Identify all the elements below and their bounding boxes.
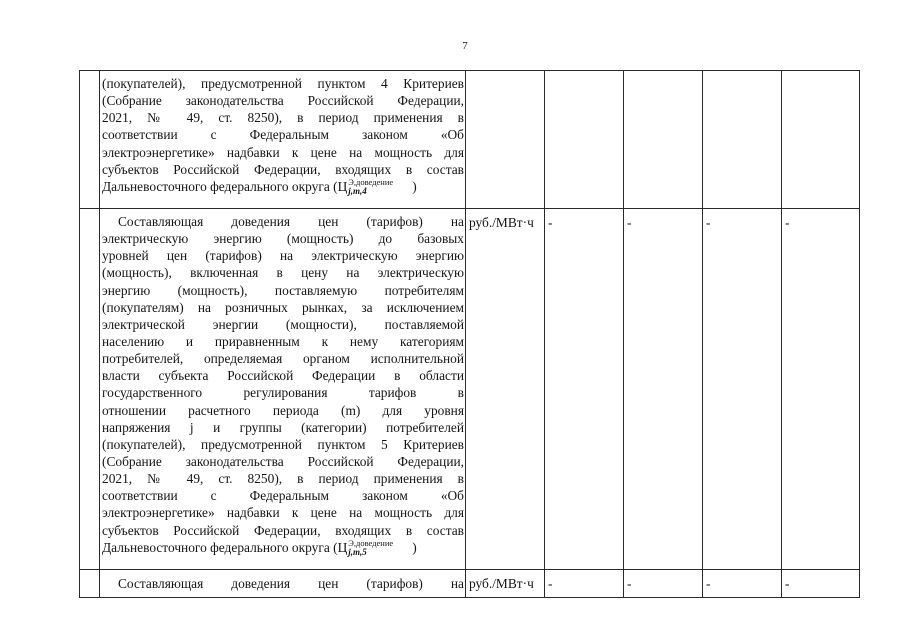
column-divider — [781, 71, 782, 597]
formula-subscript: j,m,4 — [348, 185, 367, 196]
value-cell: - — [785, 576, 790, 591]
text-line: власти субъекта Российской Федерации в области — [102, 368, 464, 384]
text-line: (покупателям) на розничных рынках, за исключением — [102, 299, 464, 315]
text-line: населению и приравненным к нему категориям — [102, 333, 464, 349]
text-line: (покупателей), предусмотренной пунктом 5 Критериев — [102, 436, 464, 452]
text-line: государственного регулирования тарифов в — [102, 385, 464, 401]
formula-superscript: Э,доведение — [348, 537, 394, 548]
text-line: энергию (мощность), поставляемую потребителям — [102, 282, 464, 298]
formula-symbol — [337, 176, 417, 196]
text-line: соответствии с Федеральным законом «Об — [102, 127, 464, 143]
text-line: потребителей, определяемая органом исполнительной — [102, 351, 464, 367]
value-cell: - — [785, 215, 790, 230]
value-cell: - — [548, 215, 553, 230]
page-number: 7 — [462, 40, 468, 52]
column-divider — [544, 71, 545, 597]
table-row-3-text — [102, 575, 464, 592]
text-line: (Собрание законодательства Российской Федерации, — [102, 93, 464, 109]
text-line: (мощность), включенная в цену на электрическую — [102, 265, 464, 281]
column-divider — [99, 71, 100, 597]
text-line: Дальневосточного федерального округа ( — [102, 178, 338, 194]
text-line: (покупателей), предусмотренной пунктом 4 Критериев — [102, 76, 464, 91]
formula-close: ) — [412, 539, 417, 555]
unit-cell: руб./МВт·ч — [469, 576, 534, 591]
text-line: 2021, № 49, ст. 8250), в период применения в — [102, 110, 464, 126]
text-line: электрическую энергию (мощность) до базовых — [102, 231, 464, 247]
text-line: соответствии с Федеральным законом «Об — [102, 488, 464, 504]
unit-cell: руб./МВт·ч — [469, 215, 534, 230]
text-line: Составляющая доведения цен (тарифов) на — [118, 214, 464, 229]
tariff-table — [79, 70, 860, 598]
text-line: электроэнергетике» надбавки к цене на мощность для — [102, 505, 464, 521]
text-line: Дальневосточного федерального округа ( — [102, 539, 338, 555]
value-cell: - — [548, 576, 553, 591]
text-line: субъектов Российской Федерации, входящих в состав — [102, 522, 464, 538]
text-line: напряжения j и группы (категории) потребителей — [102, 419, 464, 435]
text-line-with-formula — [102, 539, 464, 558]
formula-base: Ц — [337, 539, 348, 555]
text-line: уровней цен (тарифов) на электрическую энергию — [102, 248, 464, 264]
text-line: (Собрание законодательства Российской Федерации, — [102, 453, 464, 469]
value-cell: - — [706, 576, 711, 591]
table-row-1-text — [102, 75, 464, 197]
column-divider — [702, 71, 703, 597]
value-cell: - — [627, 576, 632, 591]
value-cell: - — [706, 215, 711, 230]
formula-base: Ц — [337, 178, 348, 194]
text-line: 2021, № 49, ст. 8250), в период применения в — [102, 471, 464, 487]
formula-superscript: Э,доведение — [348, 176, 394, 187]
table-row-2-text — [102, 213, 464, 558]
formula-symbol — [337, 537, 417, 557]
text-line: субъектов Российской Федерации, входящих в состав — [102, 161, 464, 177]
text-line: электрической энергии (мощности), поставляемой — [102, 316, 464, 332]
column-divider — [465, 71, 466, 597]
row-divider — [80, 208, 859, 209]
text-line: электроэнергетике» надбавки к цене на мощность для — [102, 144, 464, 160]
row-divider — [80, 569, 859, 570]
text-line-with-formula — [102, 178, 464, 197]
formula-subscript: j,m,5 — [348, 546, 367, 557]
text-line: отношении расчетного периода (m) для уровня — [102, 402, 464, 418]
value-cell: - — [627, 215, 632, 230]
text-line: Составляющая доведения цен (тарифов) на — [118, 576, 464, 591]
column-divider — [623, 71, 624, 597]
formula-close: ) — [412, 178, 417, 194]
